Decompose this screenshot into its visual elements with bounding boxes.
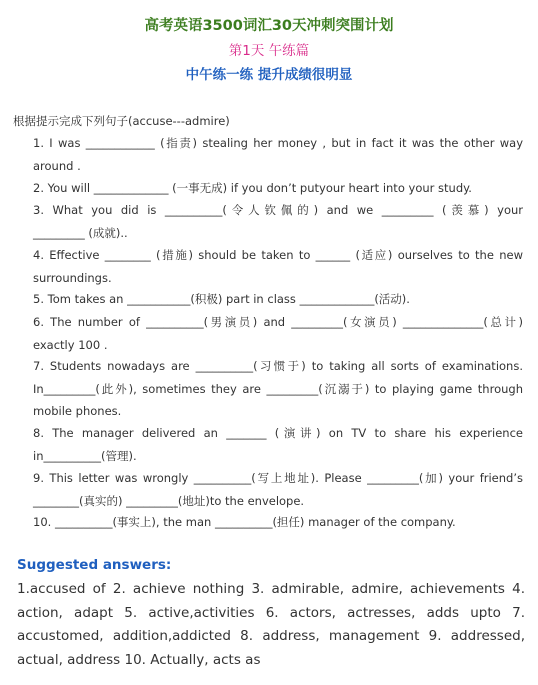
question-line: 10. __________(事实上), the man __________(担任) manager of the company. (33, 515, 456, 529)
answer-line: 1.accused of 2. achieve nothing 3. admirable, admire, achievements 4. (17, 581, 525, 597)
question-line: 1. I was ____________ (指责) stealing her money , but in fact it was the other way (33, 136, 523, 150)
question-item (33, 311, 523, 356)
question-line: surroundings. (33, 270, 112, 285)
answer-line: action, adapt 5. active,activities 6. actors, actresses, adds upto 7. (17, 604, 525, 621)
question-line: around . (33, 158, 81, 173)
question-line: 7. Students nowadays are __________(习惯于) to taking all sorts of examinations. (33, 359, 523, 373)
question-line: mobile phones. (33, 404, 122, 418)
question-item (33, 422, 523, 467)
question-line: _________ (成就).. (33, 225, 128, 240)
question-line: 4. Effective ________ (措施) should be taken to ______ (适应) ourselves to the new (33, 248, 523, 262)
article-subtitle: 中午练一练 提升成绩很明显 (185, 67, 353, 83)
answer-line: accustomed, addition,addicted 8. address, management 9. addressed, (17, 628, 525, 644)
question-item (33, 288, 523, 311)
question-item (33, 199, 523, 244)
question-line: exactly 100 . (33, 337, 108, 352)
question-item (33, 467, 523, 512)
question-line: In_________(此外), sometimes they are _________(沉溺于) to playing game through (33, 381, 523, 396)
question-line: ________(真实的) _________(地址)to the envelope. (33, 493, 305, 508)
question-item (33, 244, 523, 289)
question-line: 8. The manager delivered an _______ (演讲) on TV to share his experience (33, 426, 523, 440)
question-line: 3. What you did is __________(令人钦佩的) and we _________ (羡慕) your (33, 203, 523, 217)
question-line: in__________(管理). (33, 448, 137, 463)
answer-line: actual, address 10. Actually, acts as (17, 651, 261, 668)
exercise-instruction: 根据提示完成下列句子(accuse---admire) (13, 114, 230, 128)
answers-block (17, 578, 525, 672)
article-title: 高考英语3500词汇30天冲刺突围计划 (144, 18, 394, 34)
question-item (33, 355, 523, 423)
question-line: 6. The number of __________(男演员) and _________(女演员) ______________(总计) (33, 315, 523, 329)
question-line: 5. Tom takes an ___________(积极) part in class _____________(活动). (33, 292, 410, 306)
question-item (33, 177, 523, 200)
question-line: 9. This letter was wrongly __________(写上地址). Please _________(加) your friend’s (33, 471, 523, 485)
question-item (33, 511, 523, 534)
day-label: 第1天 午练篇 (228, 43, 310, 59)
question-line: 2. You will _____________ (一事无成) if you don’t putyour heart into your study. (33, 181, 472, 195)
question-item (33, 132, 523, 177)
answers-heading: Suggested answers: (17, 557, 172, 573)
